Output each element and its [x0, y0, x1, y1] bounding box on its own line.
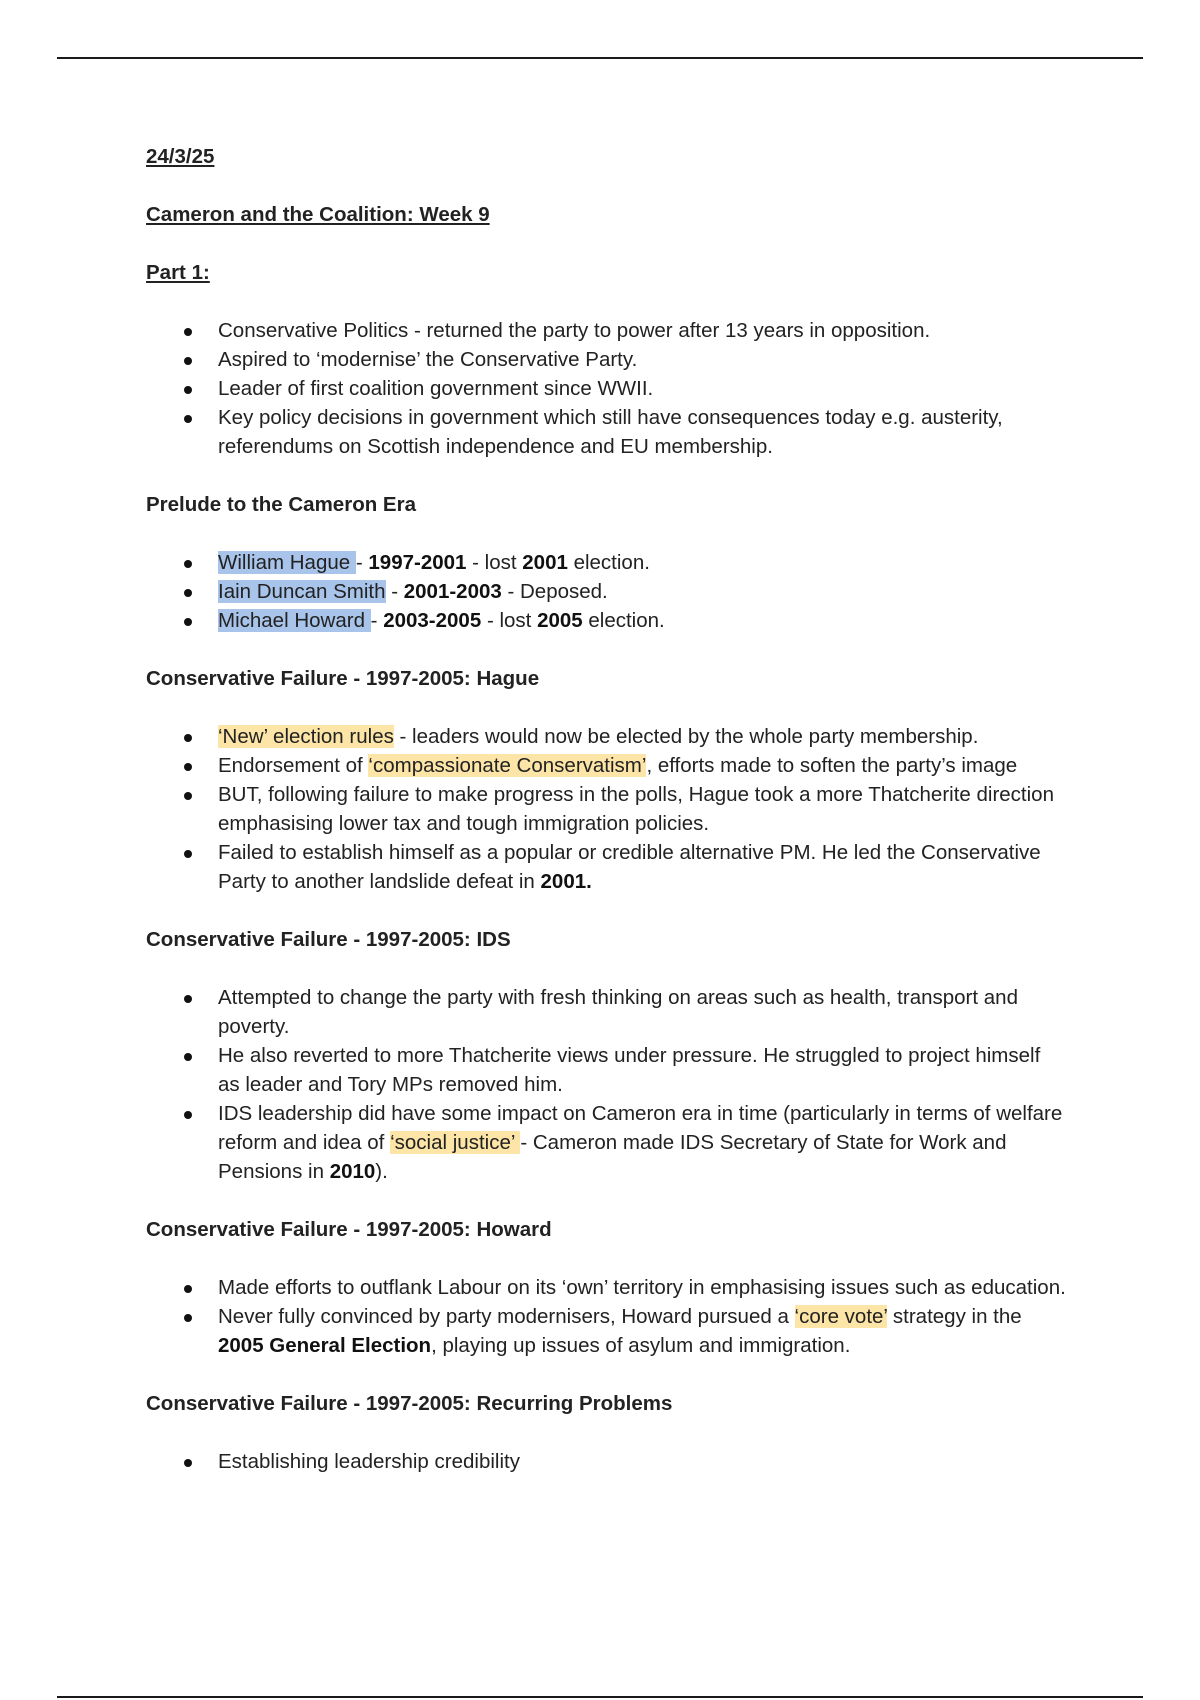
bullet-icon [184, 850, 192, 858]
list-item: Michael Howard - 2003-2005 - lost 2005 election. [146, 606, 1066, 635]
highlight-name: William Hague [218, 551, 356, 574]
bullet-icon [184, 1053, 192, 1061]
section-heading-howard: Conservative Failure - 1997-2005: Howard [146, 1218, 552, 1241]
bullet-icon [184, 589, 192, 597]
list-item: Iain Duncan Smith - 2001-2003 - Deposed. [146, 577, 1066, 606]
section-heading-hague: Conservative Failure - 1997-2005: Hague [146, 667, 540, 690]
page-title: Cameron and the Coalition: Week 9 [146, 203, 490, 226]
list-item: William Hague - 1997-2001 - lost 2001 election. [146, 548, 1066, 577]
list-item: He also reverted to more Thatcherite views under pressure. He struggled to project himself as leader and Tory MPs removed him. [146, 1041, 1066, 1099]
list-item: BUT, following failure to make progress in the polls, Hague took a more Thatcherite direction emphasising lower tax and tough immigration policies. [146, 780, 1066, 838]
list-item: Made efforts to outflank Labour on its ‘own’ territory in emphasising issues such as education. [146, 1273, 1066, 1302]
bullet-icon [184, 415, 192, 423]
part1-list [146, 316, 1066, 461]
bullet-icon [184, 1314, 192, 1322]
bullet-icon [184, 1459, 192, 1467]
list-item: IDS leadership did have some impact on Cameron era in time (particularly in terms of welfare reform and idea of ‘social justice’ - Cameron made IDS Secretary of State for Work and Pensions in 2010). [146, 1099, 1066, 1186]
part-label: Part 1: [146, 261, 210, 284]
howard-list [146, 1273, 1066, 1360]
bullet-icon [184, 618, 192, 626]
date-heading: 24/3/25 [146, 145, 215, 168]
bullet-icon [184, 328, 192, 336]
section-heading-prelude: Prelude to the Cameron Era [146, 493, 416, 516]
list-item: Key policy decisions in government which still have consequences today e.g. austerity, referendums on Scottish independence and EU membership. [146, 403, 1066, 461]
highlight-name: Iain Duncan Smith [218, 580, 386, 603]
bullet-icon [184, 386, 192, 394]
bullet-icon [184, 792, 192, 800]
list-item: ‘New’ election rules - leaders would now be elected by the whole party membership. [146, 722, 1066, 751]
hague-list [146, 722, 1066, 896]
list-item: Conservative Politics - returned the party to power after 13 years in opposition. [146, 316, 1066, 345]
list-item: Attempted to change the party with fresh thinking on areas such as health, transport and poverty. [146, 983, 1066, 1041]
ids-list [146, 983, 1066, 1186]
list-item: Never fully convinced by party modernisers, Howard pursued a ‘core vote’ strategy in the 2005 General Election, playing up issues of asylum and immigration. [146, 1302, 1066, 1360]
footer-rule [57, 1696, 1143, 1698]
list-item: Failed to establish himself as a popular or credible alternative PM. He led the Conservative Party to another landslide defeat in 2001. [146, 838, 1066, 896]
highlight-term: ‘New’ election rules [218, 725, 394, 748]
section-heading-recurring: Conservative Failure - 1997-2005: Recurring Problems [146, 1392, 673, 1415]
bullet-icon [184, 357, 192, 365]
bullet-icon [184, 734, 192, 742]
bullet-icon [184, 1285, 192, 1293]
list-item: Establishing leadership credibility [146, 1447, 1066, 1476]
highlight-term: ‘social justice’ [390, 1131, 521, 1154]
header-rule [57, 57, 1143, 59]
highlight-term: ‘compassionate Conservatism’ [368, 754, 647, 777]
list-item: Aspired to ‘modernise’ the Conservative Party. [146, 345, 1066, 374]
bullet-icon [184, 560, 192, 568]
bullet-icon [184, 995, 192, 1003]
bullet-icon [184, 763, 192, 771]
list-item: Leader of first coalition government since WWII. [146, 374, 1066, 403]
highlight-name: Michael Howard [218, 609, 371, 632]
prelude-list [146, 548, 1066, 635]
section-heading-ids: Conservative Failure - 1997-2005: IDS [146, 928, 511, 951]
bullet-icon [184, 1111, 192, 1119]
list-item: Endorsement of ‘compassionate Conservatism’, efforts made to soften the party’s image [146, 751, 1066, 780]
recurring-list [146, 1447, 1066, 1476]
highlight-term: ‘core vote’ [794, 1305, 888, 1328]
document-body [146, 142, 1066, 1476]
